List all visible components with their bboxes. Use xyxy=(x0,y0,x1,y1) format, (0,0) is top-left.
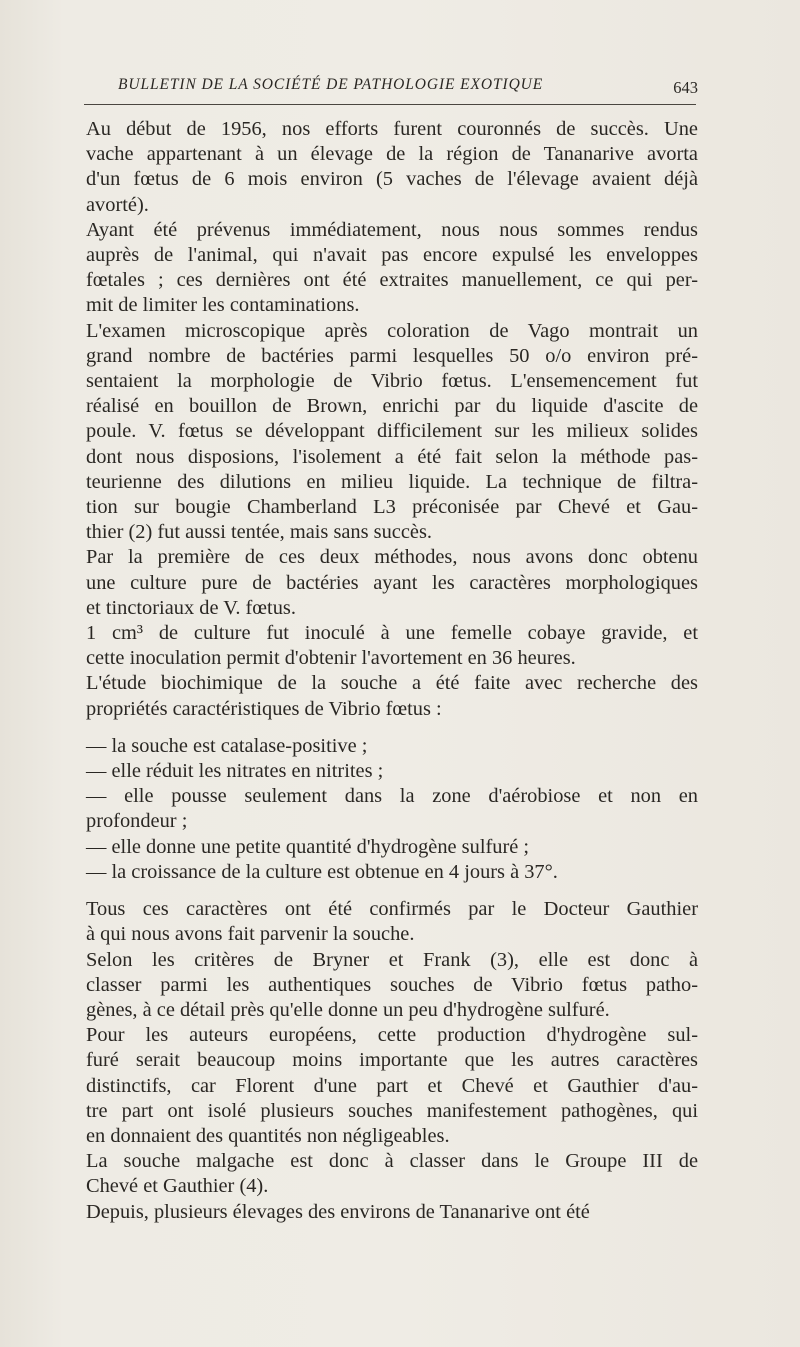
text-line: gènes, à ce détail près qu'elle donne un peu d'hydrogène sulfuré. xyxy=(86,998,610,1021)
list-item: profondeur ; xyxy=(86,810,188,833)
text-line: tre part ont isolé plusieurs souches manifestement pathogènes, qui xyxy=(86,1099,698,1122)
text-line: Par la première de ces deux méthodes, nous avons donc obtenu xyxy=(86,546,698,569)
list-item: — elle pousse seulement dans la zone d'aérobiose et non en xyxy=(86,785,698,808)
page-number: 643 xyxy=(673,78,698,97)
list-item: — la croissance de la culture est obtenue en 4 jours à 37°. xyxy=(86,860,558,883)
paragraph-gap xyxy=(86,885,698,897)
header-rule xyxy=(84,104,696,105)
text-line: et tinctoriaux de V. fœtus. xyxy=(86,596,296,619)
text-line: mit de limiter les contaminations. xyxy=(86,294,360,317)
text-line: Selon les critères de Bryner et Frank (3), elle est donc à xyxy=(86,948,698,971)
list-item: — elle réduit les nitrates en nitrites ; xyxy=(86,760,384,783)
text-line: en donnaient des quantités non négligeables. xyxy=(86,1124,450,1147)
body-text xyxy=(86,117,698,1225)
list-item: — elle donne une petite quantité d'hydrogène sulfuré ; xyxy=(86,835,530,858)
text-line: propriétés caractéristiques de Vibrio fœtus : xyxy=(86,697,442,720)
text-line: avorté). xyxy=(86,193,149,216)
text-line: La souche malgache est donc à classer dans le Groupe III de xyxy=(86,1150,698,1173)
text-line: Tous ces caractères ont été confirmés par le Docteur Gauthier xyxy=(86,898,698,921)
text-line: Pour les auteurs européens, cette production d'hydrogène sul- xyxy=(86,1024,698,1047)
text-line: vache appartenant à un élevage de la région de Tananarive avorta xyxy=(86,143,698,166)
text-line: cette inoculation permit d'obtenir l'avortement en 36 heures. xyxy=(86,647,576,670)
text-line: L'étude biochimique de la souche a été faite avec recherche des xyxy=(86,672,698,695)
text-line: fœtales ; ces dernières ont été extraites manuellement, ce qui per- xyxy=(86,269,698,292)
running-title: BULLETIN DE LA SOCIÉTÉ DE PATHOLOGIE EXOTIQUE xyxy=(118,76,544,93)
list-item: — la souche est catalase-positive ; xyxy=(86,734,368,757)
text-line: poule. V. fœtus se développant difficilement sur les milieux solides xyxy=(86,420,698,443)
paragraph-gap xyxy=(86,722,698,734)
text-line: réalisé en bouillon de Brown, enrichi par du liquide d'ascite de xyxy=(86,395,698,418)
text-line: Ayant été prévenus immédiatement, nous nous sommes rendus xyxy=(86,218,698,241)
text-line: L'examen microscopique après coloration de Vago montrait un xyxy=(86,319,698,342)
text-line: dont nous disposions, l'isolement a été fait selon la méthode pas- xyxy=(86,445,698,468)
text-line: tion sur bougie Chamberland L3 préconisée par Chevé et Gau- xyxy=(86,496,698,519)
text-line: Au début de 1956, nos efforts furent couronnés de succès. Une xyxy=(86,118,698,140)
text-line: 1 cm³ de culture fut inoculé à une femelle cobaye gravide, et xyxy=(86,622,698,645)
text-line: à qui nous avons fait parvenir la souche. xyxy=(86,923,415,946)
text-line: classer parmi les authentiques souches de Vibrio fœtus patho- xyxy=(86,973,698,996)
text-line: sentaient la morphologie de Vibrio fœtus. L'ensemencement fut xyxy=(86,370,698,393)
text-line: auprès de l'animal, qui n'avait pas encore expulsé les enveloppes xyxy=(86,244,698,267)
text-line: teurienne des dilutions en milieu liquide. La technique de filtra- xyxy=(86,470,698,493)
text-line: distinctifs, car Florent d'une part et Chevé et Gauthier d'au- xyxy=(86,1074,698,1097)
text-line: grand nombre de bactéries parmi lesquelles 50 o/o environ pré- xyxy=(86,344,698,367)
text-line: Depuis, plusieurs élevages des environs de Tananarive ont été xyxy=(86,1200,590,1223)
text-line: Chevé et Gauthier (4). xyxy=(86,1175,269,1198)
text-line: furé serait beaucoup moins importante que les autres caractères xyxy=(86,1049,698,1072)
text-line: d'un fœtus de 6 mois environ (5 vaches de l'élevage avaient déjà xyxy=(86,168,698,191)
page-header xyxy=(84,72,700,100)
text-line: thier (2) fut aussi tentée, mais sans succès. xyxy=(86,521,432,544)
text-line: une culture pure de bactéries ayant les caractères morphologiques xyxy=(86,571,698,594)
